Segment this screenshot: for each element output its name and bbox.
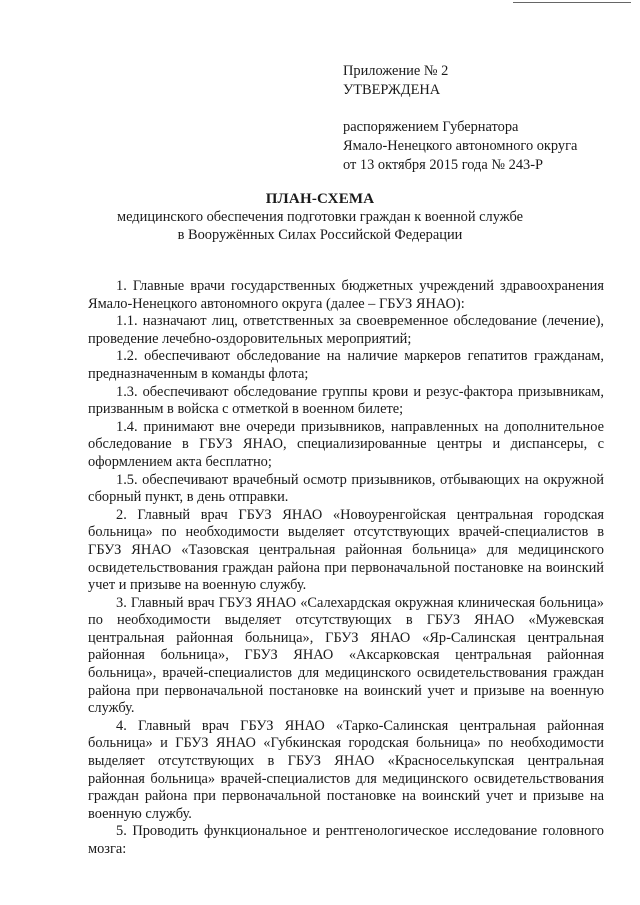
paragraph-1: 1. Главные врачи государственных бюджетных учреждений здравоохранения Ямало-Ненецкого автономного округа (далее – ГБУЗ ЯНАО): (88, 278, 604, 312)
top-rule (513, 2, 631, 3)
paragraph-4: 4. Главный врач ГБУЗ ЯНАО «Тарко-Салинская центральная районная больница» и ГБУЗ ЯНАО «Губкинская городская больница» по необходимости выделяет отсутствующих в ГБУЗ ЯНАО «Красноселькупская центральная районная больница» врачей-специалистов для медицинского освидетельствования граждан района при первоначальной постановке на воинский учет и призыве на военную службу. (88, 717, 604, 822)
paragraph-5: 5. Проводить функциональное и рентгенологическое исследование головного мозга: (88, 823, 604, 857)
order-line-1: распоряжением Губернатора (343, 119, 519, 135)
document-subtitle-line-2: в Вооружённых Силах Российской Федерации (177, 227, 463, 243)
paragraph-1-1: 1.1. назначают лиц, ответственных за своевременное обследование (лечение), проведение лечебно-оздоровительных мероприятий; (88, 313, 604, 347)
approval-block (343, 62, 577, 175)
appendix-number: Приложение № 2 (343, 63, 449, 79)
paragraph-1-2: 1.2. обеспечивают обследование на наличие маркеров гепатитов гражданам, предназначенным в команды флота; (88, 348, 604, 382)
paragraph-1-5: 1.5. обеспечивают врачебный осмотр призывников, отбывающих на окружной сборный пункт, в день отправки. (88, 471, 604, 506)
paragraph-2: 2. Главный врач ГБУЗ ЯНАО «Новоуренгойская центральная городская больница» по необходимости выделяет отсутствующих врачей-специалистов в ГБУЗ ЯНАО «Тазовская центральная районная больница» для медицинского освидетельствования граждан района при первоначальной постановке на воинский учет и призыве на военную службу. (88, 506, 604, 594)
paragraph-1-3: 1.3. обеспечивают обследование группы крови и резус-фактора призывникам, призванным в войска с отметкой в военном билете; (88, 383, 604, 418)
document-title: ПЛАН-СХЕМА (265, 191, 375, 207)
order-line-3: от 13 октября 2015 года № 243-Р (343, 157, 544, 173)
document-subtitle-line-1: медицинского обеспечения подготовки граждан к военной службе (117, 209, 523, 225)
document-body (88, 278, 604, 859)
approved-label: УТВЕРЖДЕНА (343, 82, 441, 98)
order-line-2: Ямало-Ненецкого автономного округа (343, 138, 578, 154)
paragraph-1-4: 1.4. принимают вне очереди призывников, направленных на дополнительное обследование в ГБУЗ ЯНАО, специализированные центры и диспансеры, с оформлением акта бесплатно; (88, 418, 604, 470)
paragraph-3: 3. Главный врач ГБУЗ ЯНАО «Салехардская окружная клиническая больница» по необходимости выделяет отсутствующих в ГБУЗ ЯНАО «Мужевская центральная районная больница», ГБУЗ ЯНАО «Яр-Салинская центральная районная больница», ГБУЗ ЯНАО «Аксарковская центральная районная больница», врачей-специалистов для медицинского освидетельствования граждан района при первоначальной постановке на воинский учет и призыве на военную службу. (88, 594, 604, 717)
